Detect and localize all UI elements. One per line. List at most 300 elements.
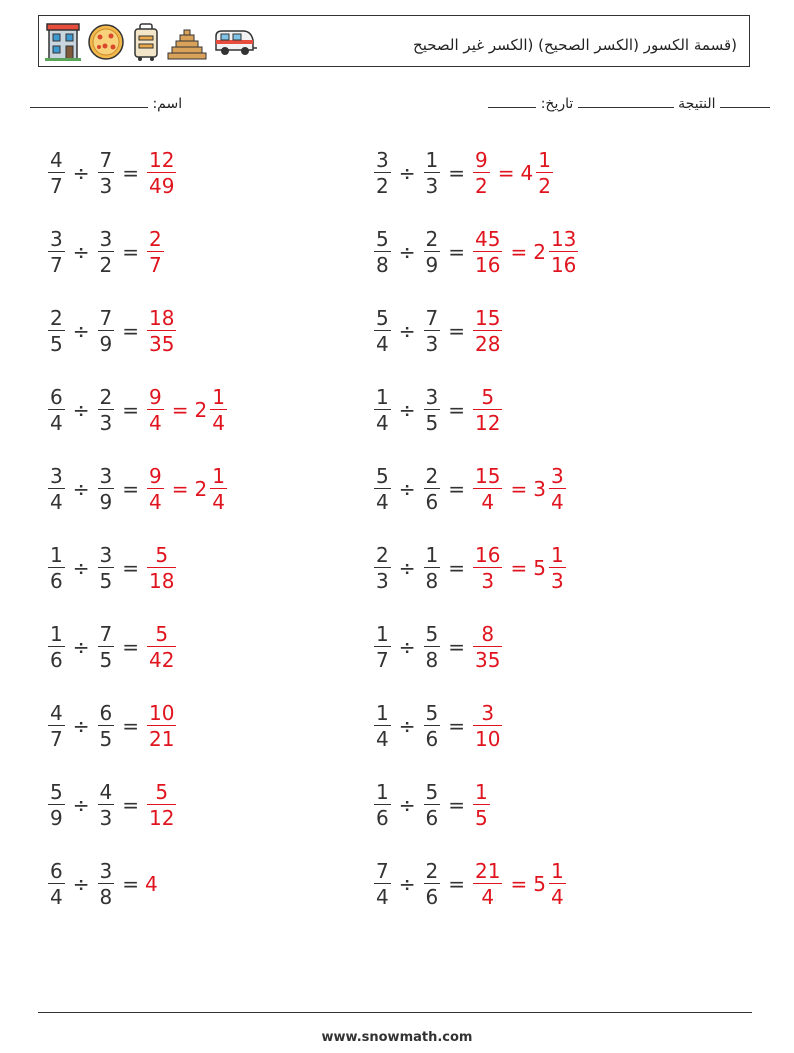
numerator: 3: [550, 463, 564, 488]
pyramid-icon: [167, 22, 207, 62]
equals-sign: =: [122, 556, 139, 580]
answer-fraction: [473, 621, 502, 673]
denominator: 6: [376, 806, 389, 831]
answer-fraction: [473, 463, 502, 515]
numerator: 9: [475, 147, 488, 172]
date-blank[interactable]: [578, 96, 674, 108]
answer: [145, 226, 166, 278]
dividend-fraction: [48, 305, 65, 357]
divide-sign: ÷: [72, 398, 90, 422]
equals-sign: =: [448, 240, 465, 264]
mixed-whole: 5: [533, 556, 546, 580]
divisor-fraction: [98, 621, 115, 673]
denominator: 2: [376, 174, 389, 199]
divisor-fraction: [424, 305, 441, 357]
mixed-fraction: [536, 147, 553, 199]
numerator: 3: [50, 226, 63, 251]
numerator: 9: [149, 384, 162, 409]
numerator: 5: [425, 621, 439, 646]
mixed-number: [520, 147, 555, 199]
numerator: 21: [475, 858, 501, 883]
problem-5: [46, 301, 178, 361]
answer: [145, 779, 178, 831]
answer: [471, 542, 568, 594]
answer-equals-sign: =: [510, 477, 528, 501]
numerator: 6: [99, 700, 113, 725]
header-box: [38, 15, 750, 67]
numerator: 1: [376, 779, 389, 804]
divide-sign: ÷: [72, 161, 90, 185]
answer-fraction: [147, 700, 176, 752]
denominator: 9: [99, 332, 113, 357]
equals-sign: =: [122, 793, 139, 817]
mixed-fraction: [210, 384, 227, 436]
divisor-fraction: [98, 542, 115, 594]
problem-3: [46, 222, 166, 282]
mixed-whole: 2: [194, 477, 208, 501]
score-blank[interactable]: [720, 96, 770, 108]
mixed-number: [533, 858, 567, 910]
answer-fraction: [147, 226, 164, 278]
denominator: 9: [425, 253, 439, 278]
numerator: 3: [99, 858, 113, 883]
numerator: 1: [376, 621, 389, 646]
denominator: 49: [149, 174, 175, 199]
answer-fraction: [473, 226, 502, 278]
dividend-fraction: [48, 858, 65, 910]
numerator: 7: [99, 147, 113, 172]
dividend-fraction: [48, 463, 65, 515]
dividend-fraction: [374, 147, 391, 199]
answer-fraction: [473, 384, 502, 436]
answer-equals-sign: =: [510, 872, 528, 896]
divide-sign: ÷: [72, 477, 90, 501]
numerator: 10: [149, 700, 175, 725]
problem-6: [372, 301, 504, 361]
numerator: 12: [149, 147, 175, 172]
equals-sign: =: [448, 398, 465, 422]
numerator: 45: [475, 226, 501, 251]
answer-fraction: [473, 700, 502, 752]
problem-17: [46, 775, 178, 835]
numerator: 6: [50, 858, 63, 883]
divide-sign: ÷: [72, 793, 90, 817]
numerator: 7: [99, 621, 113, 646]
numerator: 5: [155, 621, 169, 646]
problem-7: [46, 380, 229, 440]
denominator: 3: [550, 569, 564, 594]
answer-fraction: [147, 542, 176, 594]
numerator: 7: [99, 305, 113, 330]
mixed-number: [533, 463, 567, 515]
equals-sign: =: [122, 398, 139, 422]
problem-8: [372, 380, 504, 440]
problem-18: [372, 775, 492, 835]
numerator: 16: [475, 542, 501, 567]
numerator: 4: [50, 147, 63, 172]
divisor-fraction: [98, 305, 115, 357]
denominator: 4: [550, 490, 564, 515]
mixed-fraction: [549, 858, 566, 910]
denominator: 18: [149, 569, 175, 594]
luggage-icon: [131, 22, 161, 62]
date-score-field: [488, 96, 770, 112]
divide-sign: ÷: [398, 635, 416, 659]
problem-9: [46, 459, 229, 519]
numerator: 1: [475, 779, 488, 804]
numerator: 5: [376, 226, 389, 251]
problem-15: [46, 696, 178, 756]
dividend-fraction: [374, 463, 391, 515]
numerator: 7: [425, 305, 439, 330]
numerator: 5: [155, 779, 169, 804]
answer: [471, 147, 555, 199]
answer-equals-sign: =: [171, 398, 189, 422]
denominator: 4: [50, 490, 63, 515]
mixed-fraction: [549, 542, 566, 594]
numerator: 3: [50, 463, 63, 488]
divide-sign: ÷: [72, 714, 90, 738]
numerator: 3: [376, 147, 389, 172]
problem-13: [46, 617, 178, 677]
denominator: 4: [149, 411, 162, 436]
answer-fraction: [147, 305, 176, 357]
numerator: 3: [481, 700, 495, 725]
denominator: 3: [425, 332, 439, 357]
denominator: 4: [481, 490, 495, 515]
camper-van-icon: [213, 22, 257, 62]
numerator: 3: [99, 463, 113, 488]
denominator: 6: [425, 727, 439, 752]
answer-equals-sign: =: [510, 556, 528, 580]
answer-fraction: [147, 621, 176, 673]
denominator: 6: [50, 569, 63, 594]
divide-sign: ÷: [398, 398, 416, 422]
problem-16: [372, 696, 504, 756]
denominator: 4: [50, 411, 63, 436]
denominator: 12: [149, 806, 175, 831]
answer: [145, 147, 178, 199]
divisor-fraction: [424, 621, 441, 673]
dividend-fraction: [374, 384, 391, 436]
denominator: 6: [425, 885, 439, 910]
answer: [471, 305, 504, 357]
answer: [145, 305, 178, 357]
answer-fraction: [147, 147, 176, 199]
equals-sign: =: [448, 714, 465, 738]
numerator: 9: [149, 463, 162, 488]
denominator: 8: [425, 648, 439, 673]
denominator: 7: [50, 174, 63, 199]
denominator: 4: [376, 490, 389, 515]
denominator: 4: [376, 332, 389, 357]
answer-whole: 4: [145, 872, 158, 896]
answer-fraction: [147, 779, 176, 831]
problem-11: [46, 538, 178, 598]
answer-fraction: [147, 463, 164, 515]
mixed-number: [533, 542, 567, 594]
answer: [471, 226, 580, 278]
numerator: 5: [376, 463, 389, 488]
denominator: 6: [425, 490, 439, 515]
dividend-fraction: [374, 542, 391, 594]
denominator: 3: [425, 174, 439, 199]
answer: [471, 858, 568, 910]
problem-12: [372, 538, 568, 598]
footer-url: www.snowmath.com: [321, 1030, 473, 1045]
denominator: 8: [425, 569, 439, 594]
numerator: 5: [155, 542, 169, 567]
divisor-fraction: [424, 463, 441, 515]
denominator: 2: [99, 253, 113, 278]
equals-sign: =: [448, 319, 465, 343]
denominator: 3: [376, 569, 389, 594]
denominator: 9: [99, 490, 113, 515]
numerator: 1: [212, 384, 225, 409]
divisor-fraction: [98, 858, 115, 910]
equals-sign: =: [448, 793, 465, 817]
answer: [471, 621, 504, 673]
numerator: 13: [550, 226, 577, 251]
divisor-fraction: [424, 858, 441, 910]
denominator: 28: [475, 332, 501, 357]
denominator: 4: [149, 490, 162, 515]
denominator: 3: [99, 411, 113, 436]
pizza-icon: [87, 22, 125, 62]
denominator: 4: [376, 411, 389, 436]
building-icon: [45, 22, 81, 62]
numerator: 1: [50, 621, 63, 646]
numerator: 3: [99, 542, 113, 567]
denominator: 4: [376, 885, 389, 910]
divisor-fraction: [424, 700, 441, 752]
equals-sign: =: [122, 240, 139, 264]
answer: [145, 384, 229, 436]
denominator: 5: [99, 648, 113, 673]
equals-sign: =: [122, 714, 139, 738]
dividend-fraction: [48, 384, 65, 436]
divisor-fraction: [424, 779, 441, 831]
mixed-whole: 4: [520, 161, 534, 185]
answer: [471, 779, 492, 831]
divide-sign: ÷: [72, 556, 90, 580]
equals-sign: =: [448, 872, 465, 896]
equals-sign: =: [122, 872, 139, 896]
numerator: 2: [376, 542, 389, 567]
answer-fraction: [473, 305, 502, 357]
denominator: 5: [50, 332, 63, 357]
denominator: 8: [99, 885, 113, 910]
denominator: 6: [50, 648, 63, 673]
numerator: 1: [425, 542, 439, 567]
problem-14: [372, 617, 504, 677]
numerator: 2: [425, 858, 439, 883]
numerator: 2: [99, 384, 113, 409]
denominator: 2: [475, 174, 488, 199]
denominator: 9: [50, 806, 63, 831]
problem-20: [372, 854, 568, 914]
problem-10: [372, 459, 568, 519]
date-label: تاريخ:: [540, 96, 574, 112]
answer-fraction: [147, 384, 164, 436]
mixed-number: [533, 226, 580, 278]
numerator: 1: [550, 858, 564, 883]
denominator: 8: [376, 253, 389, 278]
numerator: 2: [425, 463, 439, 488]
answer: [145, 542, 178, 594]
divisor-fraction: [424, 226, 441, 278]
numerator: 3: [99, 226, 113, 251]
name-field: [30, 96, 182, 112]
mixed-whole: 2: [533, 240, 546, 264]
footer-divider: [38, 1012, 752, 1013]
denominator: 12: [475, 411, 501, 436]
answer: [471, 700, 504, 752]
dividend-fraction: [374, 226, 391, 278]
answer-fraction: [473, 858, 502, 910]
numerator: 5: [425, 700, 439, 725]
denominator: 7: [50, 253, 63, 278]
numerator: 4: [50, 700, 63, 725]
numerator: 8: [481, 621, 495, 646]
numerator: 2: [50, 305, 63, 330]
denominator: 35: [475, 648, 501, 673]
denominator: 4: [376, 727, 389, 752]
denominator: 35: [149, 332, 175, 357]
answer: [145, 463, 229, 515]
divide-sign: ÷: [398, 714, 416, 738]
mixed-fraction: [210, 463, 227, 515]
denominator: 5: [99, 727, 113, 752]
problem-19: [46, 854, 158, 914]
divisor-fraction: [98, 779, 115, 831]
divide-sign: ÷: [398, 477, 416, 501]
denominator: 5: [425, 411, 439, 436]
divisor-fraction: [98, 226, 115, 278]
mixed-whole: 3: [533, 477, 546, 501]
mixed-fraction: [549, 226, 578, 278]
denominator: 16: [475, 253, 501, 278]
numerator: 18: [149, 305, 175, 330]
equals-sign: =: [122, 635, 139, 659]
denominator: 3: [99, 806, 113, 831]
mixed-number: [194, 463, 229, 515]
header-icons: [45, 22, 257, 62]
numerator: 3: [425, 384, 439, 409]
numerator: 5: [425, 779, 439, 804]
dividend-fraction: [48, 542, 65, 594]
score-label: النتيجة: [678, 96, 716, 112]
denominator: 4: [212, 411, 225, 436]
mixed-number: [194, 384, 229, 436]
denominator: 6: [425, 806, 439, 831]
answer-equals-sign: =: [510, 240, 528, 264]
dividend-fraction: [48, 147, 65, 199]
divisor-fraction: [98, 700, 115, 752]
dividend-fraction: [48, 779, 65, 831]
divisor-fraction: [424, 542, 441, 594]
numerator: 7: [376, 858, 389, 883]
mixed-whole: 2: [194, 398, 208, 422]
divide-sign: ÷: [398, 872, 416, 896]
denominator: 5: [475, 806, 488, 831]
problem-2: [372, 143, 555, 203]
equals-sign: =: [448, 477, 465, 501]
denominator: 3: [99, 174, 113, 199]
equals-sign: =: [122, 161, 139, 185]
numerator: 1: [376, 384, 389, 409]
divide-sign: ÷: [398, 161, 416, 185]
answer: [471, 463, 568, 515]
answer: [145, 700, 178, 752]
divisor-fraction: [424, 147, 441, 199]
numerator: 1: [550, 542, 564, 567]
answer: [145, 621, 178, 673]
numerator: 15: [475, 305, 501, 330]
denominator: 16: [550, 253, 577, 278]
dividend-fraction: [374, 858, 391, 910]
worksheet-title: (قسمة الكسور (الكسر الصحيح) (الكسر غير الصحيح: [413, 36, 737, 54]
divide-sign: ÷: [72, 319, 90, 343]
numerator: 2: [149, 226, 162, 251]
numerator: 1: [50, 542, 63, 567]
denominator: 7: [50, 727, 63, 752]
dividend-fraction: [48, 621, 65, 673]
problem-4: [372, 222, 580, 282]
answer-fraction: [473, 779, 490, 831]
divide-sign: ÷: [398, 793, 416, 817]
denominator: 7: [376, 648, 389, 673]
divide-sign: ÷: [72, 872, 90, 896]
denominator: 4: [50, 885, 63, 910]
dividend-fraction: [374, 700, 391, 752]
equals-sign: =: [448, 635, 465, 659]
equals-sign: =: [448, 161, 465, 185]
denominator: 4: [481, 885, 495, 910]
numerator: 5: [481, 384, 495, 409]
extra-blank[interactable]: [488, 96, 536, 108]
equals-sign: =: [448, 556, 465, 580]
numerator: 5: [50, 779, 63, 804]
dividend-fraction: [48, 700, 65, 752]
numerator: 5: [376, 305, 389, 330]
mixed-whole: 5: [533, 872, 546, 896]
divisor-fraction: [98, 384, 115, 436]
answer-equals-sign: =: [171, 477, 189, 501]
divisor-fraction: [98, 147, 115, 199]
denominator: 4: [212, 490, 225, 515]
name-blank[interactable]: [30, 96, 148, 108]
denominator: 4: [550, 885, 564, 910]
divide-sign: ÷: [398, 319, 416, 343]
answer-fraction: [473, 147, 490, 199]
equals-sign: =: [122, 319, 139, 343]
denominator: 3: [481, 569, 495, 594]
numerator: 4: [99, 779, 113, 804]
divide-sign: ÷: [72, 635, 90, 659]
numerator: 6: [50, 384, 63, 409]
divisor-fraction: [424, 384, 441, 436]
numerator: 15: [475, 463, 501, 488]
numerator: 1: [376, 700, 389, 725]
divisor-fraction: [98, 463, 115, 515]
denominator: 7: [149, 253, 162, 278]
answer: [471, 384, 504, 436]
problem-1: [46, 143, 178, 203]
answer: [145, 872, 158, 896]
answer-equals-sign: =: [497, 161, 515, 185]
numerator: 2: [425, 226, 439, 251]
